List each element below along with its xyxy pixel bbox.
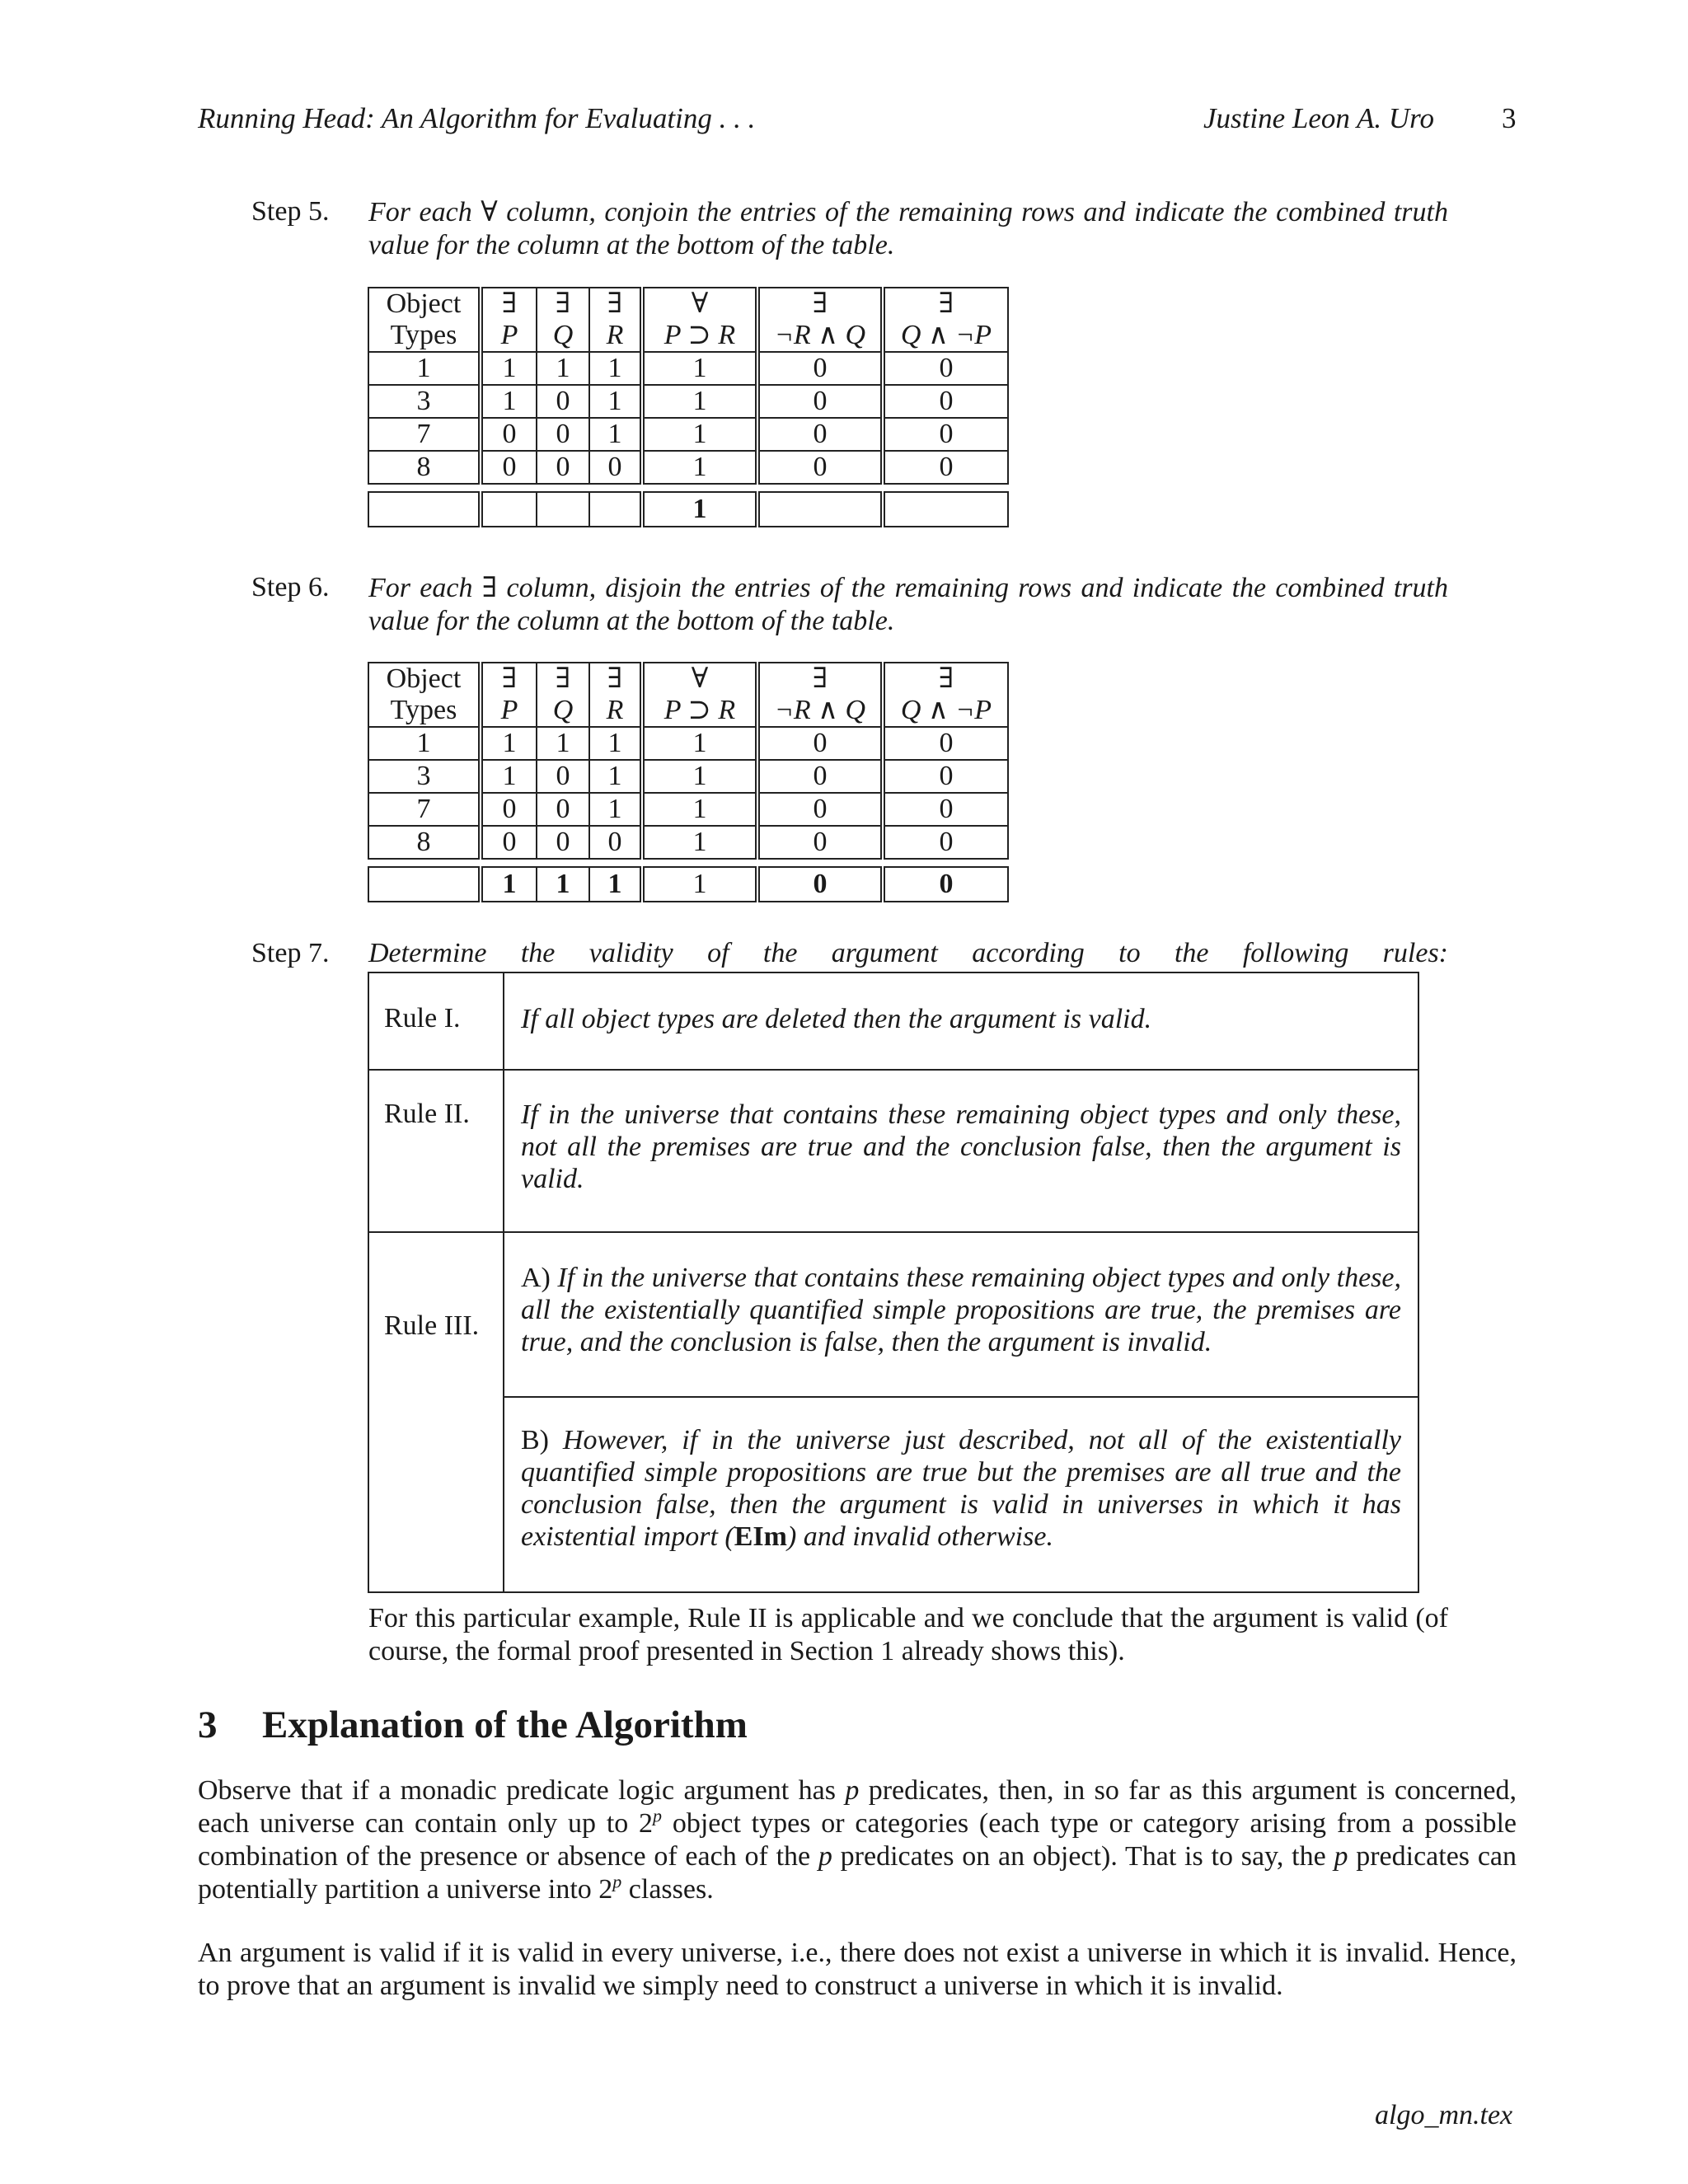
cell: 1 bbox=[589, 385, 642, 418]
th-q-and-notp: Q ∧ ¬P bbox=[883, 695, 1008, 727]
th-exists-icon: ∃ bbox=[883, 288, 1008, 320]
cell: 8 bbox=[368, 451, 481, 484]
rule1-label: Rule I. bbox=[384, 1003, 461, 1033]
th-p-implies-r: P ⊃ R bbox=[642, 695, 757, 727]
th-exists-icon: ∃ bbox=[883, 663, 1008, 695]
rule3b-body2: ) and invalid otherwise. bbox=[786, 1521, 1053, 1552]
rule3b-prefix: B) bbox=[521, 1425, 549, 1455]
cell: 1 bbox=[589, 793, 642, 826]
paragraph-1 bbox=[198, 1774, 1517, 1906]
cell: 0 bbox=[757, 385, 883, 418]
cell: 1 bbox=[537, 867, 589, 902]
cell: 1 bbox=[589, 867, 642, 902]
th-exists-icon: ∃ bbox=[537, 663, 589, 695]
cell: 0 bbox=[481, 418, 537, 451]
step6-text: For each ∃ column, disjoin the entries of the remaining rows and indicate the combined truth value for the column at the bottom of the table. bbox=[368, 573, 1448, 636]
table-row bbox=[368, 418, 1008, 451]
text: Observe that if a monadic predicate logic argument has bbox=[198, 1775, 846, 1806]
cell: 0 bbox=[883, 727, 1008, 760]
cell: 1 bbox=[642, 826, 757, 859]
th-exists-icon: ∃ bbox=[757, 663, 883, 695]
cell: 0 bbox=[757, 793, 883, 826]
th-notr-and-q: ¬R ∧ Q bbox=[757, 695, 883, 727]
th-exists-icon: ∃ bbox=[537, 288, 589, 320]
rule3b-text bbox=[521, 1424, 1401, 1553]
cell: 0 bbox=[883, 451, 1008, 484]
cell: 0 bbox=[883, 793, 1008, 826]
cell bbox=[589, 492, 642, 527]
cell: 1 bbox=[642, 451, 757, 484]
rule2-text: If in the universe that contains these remaining object types and only these, not all the premises are true and the conclusion false, then the argument is valid. bbox=[521, 1099, 1401, 1194]
cell: 0 bbox=[537, 760, 589, 793]
cell: 0 bbox=[757, 451, 883, 484]
step7-text: Determine the validity of the argument according to the following rules: bbox=[368, 938, 1448, 968]
var-p: p bbox=[818, 1841, 832, 1872]
cell: 1 bbox=[589, 352, 642, 385]
th-types: Types bbox=[368, 320, 481, 352]
text: predicates, then, in so far as this argument is concerned, each universe can contain only up to 2 bbox=[198, 1775, 1517, 1839]
rules-table bbox=[368, 972, 1419, 1593]
text: classes. bbox=[621, 1874, 714, 1905]
cell: 1 bbox=[642, 352, 757, 385]
th-notr-and-q: ¬R ∧ Q bbox=[757, 320, 883, 352]
section-title: Explanation of the Algorithm bbox=[262, 1704, 748, 1746]
cell: 7 bbox=[368, 418, 481, 451]
cell: 1 bbox=[589, 760, 642, 793]
running-head: Running Head: An Algorithm for Evaluating . . . bbox=[198, 102, 756, 134]
cell: 0 bbox=[757, 727, 883, 760]
cell: 1 bbox=[481, 867, 537, 902]
var-p: p bbox=[612, 1871, 622, 1892]
cell: 1 bbox=[368, 727, 481, 760]
cell: 1 bbox=[481, 385, 537, 418]
totals-row bbox=[368, 492, 1008, 527]
cell: 0 bbox=[883, 385, 1008, 418]
cell: 0 bbox=[883, 826, 1008, 859]
rule3a-body: If in the universe that contains these remaining object types and only these, all the existentially quantified simple propositions are true, the premises are true, and the conclusion is false, then the argument is invalid. bbox=[521, 1263, 1401, 1357]
cell: 8 bbox=[368, 826, 481, 859]
paragraph-2: An argument is valid if it is valid in every universe, i.e., there does not exist a universe in which it is invalid. Hence, to prove that an argument is invalid we simply need to construct a universe in which it is invalid. bbox=[198, 1938, 1517, 2001]
cell: 0 bbox=[537, 385, 589, 418]
th-object: Object bbox=[368, 663, 481, 695]
text: predicates can potentially partition a universe into 2 bbox=[198, 1841, 1517, 1905]
cell: 0 bbox=[481, 826, 537, 859]
th-r: R bbox=[589, 320, 642, 352]
conclusion-paragraph: For this particular example, Rule II is applicable and we conclude that the argument is valid (of course, the formal proof presented in Section 1 already shows this). bbox=[368, 1603, 1448, 1666]
cell: 0 bbox=[883, 352, 1008, 385]
cell: 1 bbox=[481, 727, 537, 760]
truth-table-step5 bbox=[368, 287, 1009, 527]
th-q: Q bbox=[537, 695, 589, 727]
th-p: P bbox=[481, 320, 537, 352]
var-p: p bbox=[845, 1775, 860, 1806]
cell bbox=[883, 492, 1008, 527]
rule3a-prefix: A) bbox=[521, 1263, 551, 1293]
cell: 0 bbox=[537, 451, 589, 484]
cell bbox=[368, 867, 481, 902]
var-p: p bbox=[653, 1805, 663, 1826]
rule2-label: Rule II. bbox=[384, 1099, 470, 1129]
step5-text: For each ∀ column, conjoin the entries of the remaining rows and indicate the combined truth value for the column at the bottom of the table. bbox=[368, 197, 1448, 260]
cell: 3 bbox=[368, 385, 481, 418]
th-p: P bbox=[481, 695, 537, 727]
cell: 0 bbox=[757, 418, 883, 451]
cell bbox=[481, 492, 537, 527]
th-p-implies-r: P ⊃ R bbox=[642, 320, 757, 352]
cell bbox=[757, 492, 883, 527]
th-exists-icon: ∃ bbox=[589, 288, 642, 320]
cell: 0 bbox=[481, 451, 537, 484]
page-number: 3 bbox=[1502, 102, 1517, 134]
rule3-label: Rule III. bbox=[384, 1310, 480, 1341]
cell: 1 bbox=[642, 727, 757, 760]
table-row bbox=[368, 793, 1008, 826]
text: predicates on an object). That is to say, the bbox=[832, 1841, 1334, 1872]
th-forall-icon: ∀ bbox=[642, 663, 757, 695]
th-q: Q bbox=[537, 320, 589, 352]
cell: 1 bbox=[589, 418, 642, 451]
cell: 7 bbox=[368, 793, 481, 826]
th-exists-icon: ∃ bbox=[589, 663, 642, 695]
cell: 0 bbox=[537, 418, 589, 451]
rule3b-body1: However, if in the universe just described, not all of the existentially quantified simple propositions are true but the premises are all true and the conclusion false, then the argument is valid in universes in which it has existential import ( bbox=[521, 1425, 1401, 1552]
cell: 0 bbox=[883, 418, 1008, 451]
th-types: Types bbox=[368, 695, 481, 727]
rule3b-bold: EIm bbox=[734, 1521, 787, 1552]
th-object: Object bbox=[368, 288, 481, 320]
footer-filename: algo_mn.tex bbox=[1375, 2100, 1513, 2130]
step5-label: Step 5. bbox=[251, 196, 330, 227]
cell: 1 bbox=[642, 385, 757, 418]
cell: 1 bbox=[642, 760, 757, 793]
table-row bbox=[368, 727, 1008, 760]
cell: 1 bbox=[481, 352, 537, 385]
author-name: Justine Leon A. Uro bbox=[1203, 102, 1434, 134]
table-row bbox=[368, 385, 1008, 418]
cell bbox=[537, 492, 589, 527]
cell: 0 bbox=[757, 352, 883, 385]
th-q-and-notp: Q ∧ ¬P bbox=[883, 320, 1008, 352]
cell: 0 bbox=[883, 760, 1008, 793]
cell: 0 bbox=[757, 826, 883, 859]
step7-label: Step 7. bbox=[251, 938, 330, 968]
var-p: p bbox=[1334, 1841, 1348, 1872]
section-number: 3 bbox=[198, 1704, 218, 1746]
table-row bbox=[368, 352, 1008, 385]
cell: 0 bbox=[589, 451, 642, 484]
cell: 1 bbox=[368, 352, 481, 385]
truth-table-step6 bbox=[368, 662, 1009, 902]
cell: 0 bbox=[883, 867, 1008, 902]
cell: 0 bbox=[481, 793, 537, 826]
th-exists-icon: ∃ bbox=[757, 288, 883, 320]
text: object types or categories (each type or category arising from a possible combination of the presence or absence of each of the bbox=[198, 1808, 1517, 1872]
rule1-text: If all object types are deleted then the argument is valid. bbox=[521, 1004, 1152, 1034]
cell: 0 bbox=[757, 760, 883, 793]
th-exists-icon: ∃ bbox=[481, 288, 537, 320]
th-r: R bbox=[589, 695, 642, 727]
cell: 0 bbox=[757, 867, 883, 902]
cell: 1 bbox=[642, 867, 757, 902]
step6-label: Step 6. bbox=[251, 572, 330, 602]
table-row bbox=[368, 760, 1008, 793]
th-exists-icon: ∃ bbox=[481, 663, 537, 695]
cell: 1 bbox=[642, 793, 757, 826]
cell: 1 bbox=[537, 727, 589, 760]
cell: 0 bbox=[589, 826, 642, 859]
cell: 0 bbox=[537, 793, 589, 826]
table-row bbox=[368, 826, 1008, 859]
cell: 3 bbox=[368, 760, 481, 793]
table-row bbox=[368, 451, 1008, 484]
cell: 1 bbox=[642, 492, 757, 527]
cell: 1 bbox=[481, 760, 537, 793]
cell bbox=[368, 492, 481, 527]
totals-row bbox=[368, 867, 1008, 902]
rule3a-text bbox=[521, 1262, 1401, 1358]
cell: 1 bbox=[642, 418, 757, 451]
cell: 0 bbox=[537, 826, 589, 859]
cell: 1 bbox=[537, 352, 589, 385]
th-forall-icon: ∀ bbox=[642, 288, 757, 320]
cell: 1 bbox=[589, 727, 642, 760]
